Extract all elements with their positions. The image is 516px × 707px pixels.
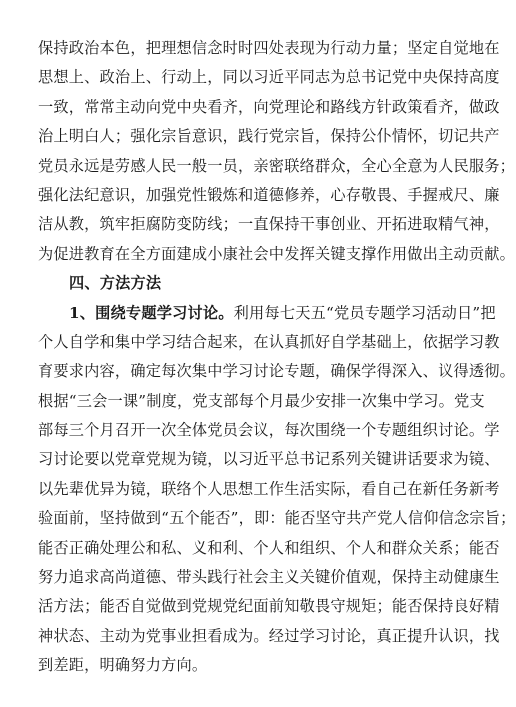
item-first-line-text: 利用每七天五“党员专题学习活动日”把 (233, 303, 496, 322)
text-line: 思想上、政治上、行动上，同以习近平同志为总书记党中央保持高度 (38, 68, 500, 87)
text-line: 党员永远是劳感人民一般一员，亲密联络群众，全心全意为人民服务； (38, 156, 516, 175)
text-line: 根据“三会一课”制度，党支部每个月最少安排一次集中学习。党支 (38, 391, 485, 410)
text-line: 验面前，坚持做到“五个能否”，即：能否坚守共产党人信仰信念宗旨； (38, 509, 516, 528)
text-line: 能否正确处理公和私、义和利、个人和组织、个人和群众关系；能否 (38, 538, 500, 557)
text-line: 保持政治本色，把理想信念时时四处表现为行动力量；坚定自觉地在 (38, 39, 500, 57)
text-line: 到差距，明确努力方向。 (38, 656, 208, 675)
text-line: 习讨论要以党章党规为镜，以习近平总书记系列关键讲话要求为镜、 (38, 450, 500, 469)
text-line: 神状态、主动为党事业担看成为。经过学习讨论，真正提升认识，找 (38, 626, 500, 645)
text-line: 个人自学和集中学习结合起来，在认真抓好自学基础上，依据学习教 (38, 332, 500, 351)
text-line: 强化法纪意识，加强党性锻炼和道德修养，心存敬畏、手握戒尺、廉 (38, 185, 500, 204)
text-line: 洁从教，筑牢拒腐防变防线；一直保持干事创业、开拓进取精气神， (38, 215, 500, 234)
text-line: 为促进教育在全方面建成小康社会中发挥关键支撑作用做出主动贡献。 (38, 244, 516, 263)
paragraph-party-spirit (38, 34, 516, 269)
item-first-line (38, 299, 496, 328)
text-line: 以先辈优异为镜，联络个人思想工作生活实际，看自己在新任务新考 (38, 479, 500, 498)
item-title: 1、围绕专题学习讨论。 (69, 303, 234, 322)
section-heading: 四、方法方法 (69, 274, 162, 293)
text-line: 活方法；能否自觉做到党规党纪面前知敬畏守规矩；能否保持良好精 (38, 597, 500, 616)
text-line: 一致，常常主动向党中央看齐，向党理论和路线方针政策看齐，做政 (38, 97, 500, 116)
text-line: 育要求内容，确定每次集中学习讨论专题，确保学得深入、议得透彻。 (38, 362, 516, 381)
text-line: 治上明白人；强化宗旨意识，践行党宗旨，保持公仆情怀，切记共产 (38, 127, 500, 146)
text-line: 部每三个月召开一次全体党员会议，每次围绕一个专题组织讨论。学 (38, 421, 500, 440)
paragraph-study-discussion (38, 299, 516, 681)
text-line: 努力追求高尚道德、带头践行社会主义关键价值观，保持主动健康生 (38, 568, 500, 587)
